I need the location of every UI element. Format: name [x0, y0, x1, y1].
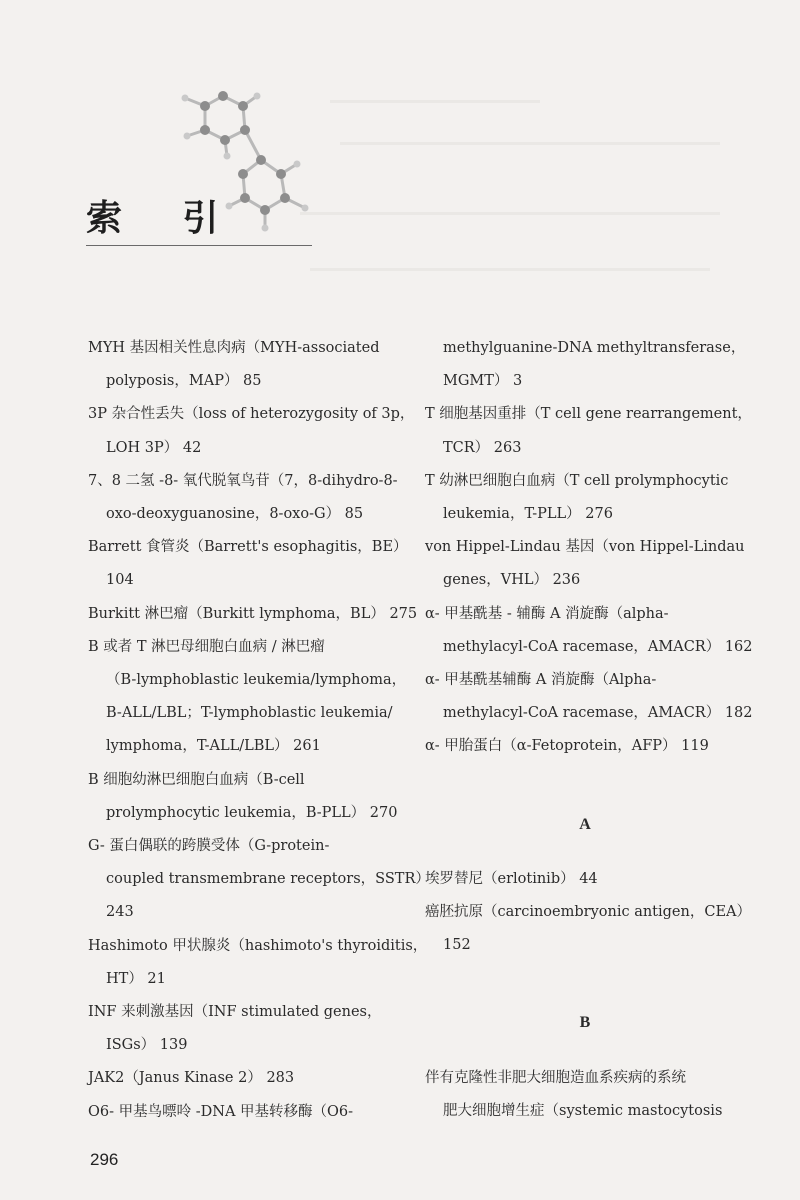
entry-line: TCR） 263: [443, 439, 522, 456]
index-entry: [88, 332, 393, 398]
entry-line: 伴有克隆性非肥大细胞造血系疾病的系统: [425, 1069, 686, 1086]
index-entry: [425, 896, 751, 962]
entry-line: 3P 杂合性丢失（loss of heterozygosity of 3p，: [88, 406, 415, 423]
entry-line: G- 蛋白偶联的跨膜受体（G-protein-: [88, 838, 330, 855]
entry-line: methylacyl-CoA racemase，AMACR） 182: [443, 705, 753, 722]
entry-line: B 或者 T 淋巴母细胞白血病 / 淋巴瘤: [88, 638, 325, 655]
index-entry: [88, 465, 398, 531]
entry-line: von Hippel-Lindau 基因（von Hippel-Lindau: [425, 539, 745, 556]
entry-line: 埃罗替尼（erlotinib） 44: [425, 870, 598, 887]
index-entry: [425, 332, 745, 398]
entry-line: polyposis，MAP） 85: [106, 373, 262, 390]
index-entry: [88, 631, 407, 764]
entry-line: B-ALL/LBL；T-lymphoblastic leukemia/: [106, 705, 393, 722]
entry-line: 癌胚抗原（carcinoembryonic antigen，CEA）: [425, 904, 751, 921]
bleed-through-text: [300, 212, 720, 215]
page-title: 索 引: [86, 198, 243, 239]
entry-line: 243: [106, 904, 134, 921]
entry-line: （B-lymphoblastic leukemia/lymphoma，: [106, 672, 407, 689]
index-entry: [88, 930, 428, 996]
entry-line: oxo-deoxyguanosine，8-oxo-G） 85: [106, 506, 364, 523]
entry-line: coupled transmembrane receptors，SSTR）: [106, 871, 430, 888]
index-entry: [88, 1096, 393, 1129]
entry-line: α- 甲基酰基 - 辅酶 A 消旋酶（alpha-: [425, 605, 669, 622]
bleed-through-text: [330, 100, 540, 103]
index-entry: [425, 598, 753, 664]
index-entry: [425, 398, 752, 464]
entry-line: MYH 基因相关性息肉病（MYH-associated: [88, 340, 380, 356]
entry-line: Hashimoto 甲状腺炎（hashimoto's thyroiditis，: [88, 937, 428, 954]
entry-line: INF 来刺激基因（INF stimulated genes，: [88, 1004, 382, 1021]
section-heading-b: B: [579, 1014, 591, 1032]
entry-line: JAK2（Janus Kinase 2） 283: [88, 1070, 295, 1087]
section-heading-a: A: [579, 815, 591, 833]
index-column-right: [425, 332, 753, 1128]
index-entry: [88, 531, 408, 597]
entry-line: lymphoma，T-ALL/LBL） 261: [106, 738, 321, 755]
entry-line: O6- 甲基鸟嘌呤 -DNA 甲基转移酶（O6-: [88, 1103, 354, 1120]
entry-line: Burkitt 淋巴瘤（Burkitt lymphoma，BL） 275: [88, 605, 418, 622]
entry-line: methylguanine-DNA methyltransferase，: [443, 340, 746, 356]
index-entry: [88, 1062, 393, 1095]
entry-line: 肥大细胞增生症（systemic mastocytosis: [443, 1102, 723, 1119]
title-underline: [86, 245, 312, 246]
entry-line: methylacyl-CoA racemase，AMACR） 162: [443, 638, 753, 655]
index-entry: [88, 598, 418, 631]
entry-line: α- 甲基酰基辅酶 A 消旋酶（Alpha-: [425, 672, 657, 689]
index-entry: [88, 830, 430, 930]
entry-line: α- 甲胎蛋白（α-Fetoprotein，AFP） 119: [425, 738, 709, 755]
entry-line: MGMT） 3: [443, 373, 523, 390]
entry-line: T 细胞基因重排（T cell gene rearrangement，: [425, 406, 752, 423]
index-entry: [88, 996, 393, 1062]
entry-line: leukemia，T-PLL） 276: [443, 506, 613, 523]
index-entry: [425, 863, 745, 896]
index-column-left: [88, 332, 430, 1129]
entry-line: 152: [443, 937, 471, 954]
entry-line: Barrett 食管炎（Barrett's esophagitis，BE）: [88, 539, 408, 556]
entry-line: genes，VHL） 236: [443, 572, 581, 589]
index-entry: [425, 730, 745, 763]
index-entry: [425, 465, 745, 531]
index-entry: [88, 764, 398, 830]
entry-line: LOH 3P） 42: [106, 439, 202, 456]
page-number: 296: [90, 1150, 119, 1169]
entry-line: ISGs） 139: [106, 1037, 188, 1054]
entry-line: 104: [106, 572, 134, 589]
entry-line: prolymphocytic leukemia，B-PLL） 270: [106, 804, 398, 821]
bleed-through-text: [340, 142, 720, 145]
index-entry: [88, 398, 415, 464]
bleed-through-text: [310, 268, 710, 271]
entry-line: B 细胞幼淋巴细胞白血病（B-cell: [88, 771, 305, 788]
index-entry: [425, 531, 745, 597]
entry-line: 7、8 二氢 -8- 氧代脱氧鸟苷（7，8-dihydro-8-: [88, 472, 398, 489]
entry-line: HT） 21: [106, 970, 166, 987]
index-entry: [425, 664, 753, 730]
index-entry: [425, 1062, 745, 1128]
entry-line: T 幼淋巴细胞白血病（T cell prolymphocytic: [425, 472, 729, 489]
